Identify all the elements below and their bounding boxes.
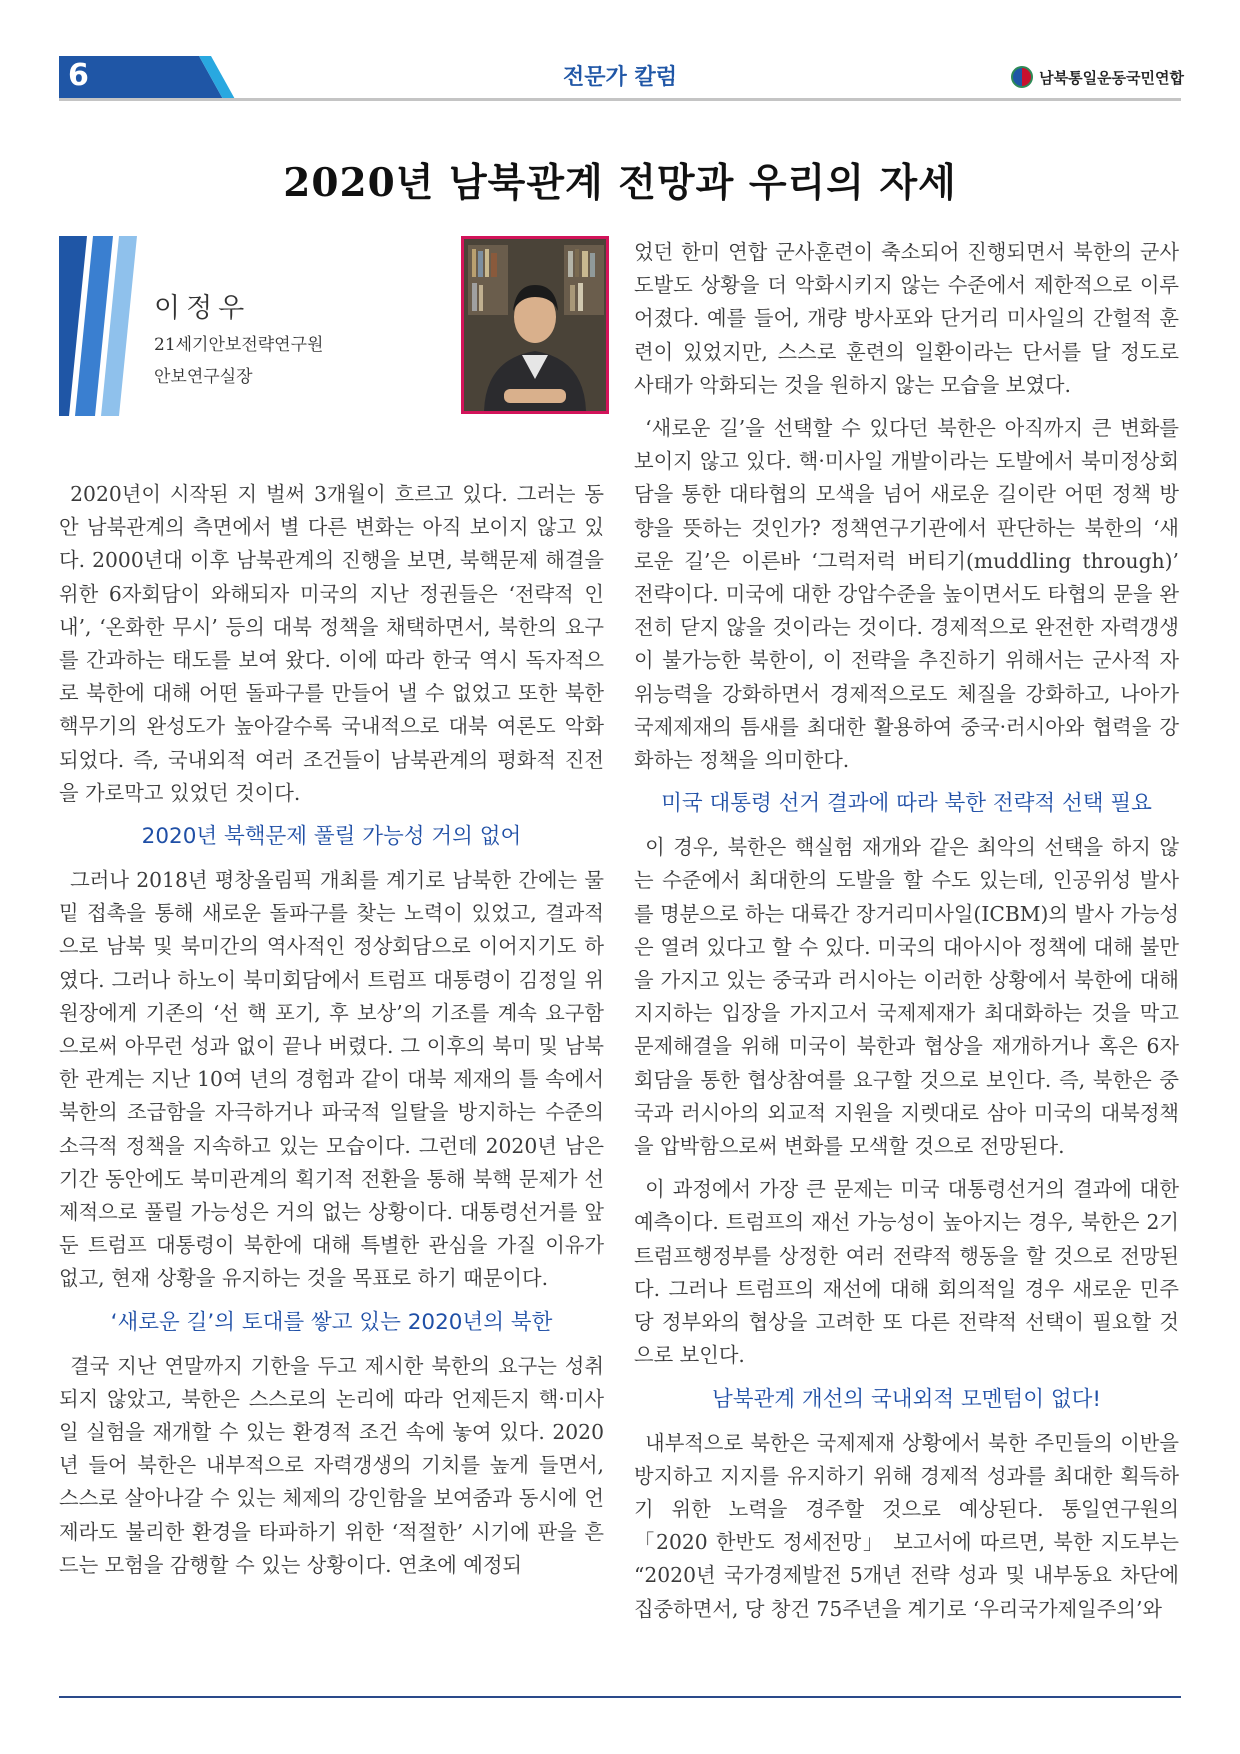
header-rule xyxy=(59,98,1181,101)
organization xyxy=(1011,66,1184,88)
paragraph: 이 과정에서 가장 큰 문제는 미국 대통령선거의 결과에 대한 예측이다. 트럼프의 재선 가능성이 높아지는 경우, 북한은 2기 트럼프행정부를 상정한 여러 전략적 행동을 할 것으로 전망된다. 그러나 트럼프의 재선에 대해 회의적일 경우 새로운 민주당 정부와의 협상을 고려한 또 다른 전략적 선택이 필요할 것으로 보인다. xyxy=(634,1177,1179,1368)
paragraph: 이 경우, 북한은 핵실험 재개와 같은 최악의 선택을 하지 않는 수준에서 최대한의 도발을 할 수도 있는데, 인공위성 발사를 명분으로 하는 대륙간 장거리미사일(ICBM)의 발사 가능성은 열려 있다고 할 수 있다. 미국의 대아시아 정책에 대해 불만을 가지고 있는 중국과 러시아는 이러한 상황에서 북한에 대해 지지하는 입장을 가지고서 국제제재가 최대화하는 것을 막고 문제해결을 위해 미국이 북한과 협상을 재개하거나 혹은 6자회담을 통한 협상참여를 요구할 것으로 보인다. 즉, 북한은 중국과 러시아의 외교적 지원을 지렛대로 삼아 미국의 대북정책을 압박함으로써 변화를 모색할 것으로 전망된다. xyxy=(634,835,1179,1159)
author-name: 이정우 xyxy=(154,293,251,324)
right-column xyxy=(634,236,1179,1636)
author-affiliation: 21세기안보전략연구원 xyxy=(154,335,324,355)
organization-name: 남북통일운동국민연합 xyxy=(1039,68,1184,87)
paragraph: 2020년이 시작된 지 벌써 3개월이 흐르고 있다. 그러는 동안 남북관계의 측면에서 별 다른 변화는 아직 보이지 않고 있다. 2000년대 이후 남북관계의 진행을 보면, 북핵문제 해결을 위한 6자회담이 와해되자 미국의 지난 정권들은 ‘전략적 인내’, ‘온화한 무시’ 등의 대북 정책을 채택하면서, 북한의 요구를 간과하는 태도를 보여 왔다. 이에 따라 한국 역시 독자적으로 북한에 대해 어떤 돌파구를 만들어 낼 수 없었고 또한 북한 핵무기의 완성도가 높아갈수록 국내적으로 대북 여론도 악화되었다. 즉, 국내외적 여러 조건들이 남북관계의 평화적 진전을 가로막고 있었던 것이다. xyxy=(59,482,604,805)
author-box xyxy=(59,236,619,416)
page-header xyxy=(0,0,1240,110)
author-position: 안보연구실장 xyxy=(154,367,253,387)
author-stripes-decoration xyxy=(59,236,159,416)
paragraph: ‘새로운 길’을 선택할 수 있다던 북한은 아직까지 큰 변화를 보이지 않고 있다. 핵·미사일 개발이라는 도발에서 북미정상회담을 통한 대타협의 모색을 넘어 새로운 길이란 어떤 정책 방향을 뜻하는 것인가? 정책연구기관에서 판단하는 북한의 ‘새로운 길’은 이른바 ‘그럭저럭 버티기(muddling through)’ 전략이다. 미국에 대한 강압수준을 높이면서도 타협의 문을 완전히 닫지 않을 것이라는 것이다. 경제적으로 완전한 자력갱생이 불가능한 북한이, 이 전략을 추진하기 위해서는 군사적 자위능력을 강화하면서 경제적으로도 체질을 강화하고, 나아가 국제제재의 틈새를 최대한 활용하여 중국·러시아와 협력을 강화하는 정책을 의미한다. xyxy=(634,416,1179,773)
footer-rule xyxy=(59,1696,1181,1698)
subheading: ‘새로운 길’의 토대를 쌓고 있는 2020년의 북한 xyxy=(110,1309,553,1335)
author-photo xyxy=(461,236,609,414)
section-label: 전문가 칼럼 xyxy=(563,65,677,90)
organization-logo-icon xyxy=(1011,66,1033,88)
subheading: 2020년 북핵문제 풀릴 가능성 거의 없어 xyxy=(141,824,522,850)
paragraph: 그러나 2018년 평창올림픽 개최를 계기로 남북한 간에는 물밑 접촉을 통해 새로운 돌파구를 찾는 노력이 있었고, 결과적으로 남북 및 북미간의 역사적인 정상회담으로 이어지기도 하였다. 그러나 하노이 북미회담에서 트럼프 대통령이 김정일 위원장에게 기존의 ‘선 핵 포기, 후 보상’의 기조를 계속 요구함으로써 아무런 성과 없이 끝나 버렸다. 그 이후의 북미 및 남북한 관계는 지난 10여 년의 경험과 같이 대북 제재의 틀 속에서 북한의 조급함을 자극하거나 파국적 일탈을 방지하는 수준의 소극적 정책을 지속하고 있는 모습이다. 그런데 2020년 남은 기간 동안에도 북미관계의 획기적 전환을 통해 북핵 문제가 선제적으로 풀릴 가능성은 거의 없는 상황이다. 대통령선거를 앞둔 트럼프 대통령이 북한에 대해 특별한 관심을 가질 이유가 없고, 현재 상황을 유지하는 것을 목표로 하기 때문이다. xyxy=(59,868,604,1291)
subheading: 미국 대통령 선거 결과에 따라 북한 전략적 선택 필요 xyxy=(661,791,1152,817)
paragraph: 었던 한미 연합 군사훈련이 축소되어 진행되면서 북한의 군사도발도 상황을 더 악화시키지 않는 수준에서 제한적으로 이루어졌다. 예를 들어, 개량 방사포와 단거리 미사일의 간헐적 훈련이 있었지만, 스스로 훈련의 일환이라는 단서를 달 정도로 사태가 악화되는 것을 원하지 않는 모습을 보였다. xyxy=(634,240,1179,397)
paragraph: 결국 지난 연말까지 기한을 두고 제시한 북한의 요구는 성취되지 않았고, 북한은 스스로의 논리에 따라 언제든지 핵·미사일 실험을 재개할 수 있는 환경적 조건 속에 놓여 있다. 2020년 들어 북한은 내부적으로 자력갱생의 기치를 높게 들면서, 스스로 살아나갈 수 있는 체제의 강인함을 보여줌과 동시에 언제라도 불리한 환경을 타파하기 위한 ‘적절한’ 시기에 판을 흔드는 모험을 감행할 수 있는 상황이다. 연초에 예정되 xyxy=(59,1353,604,1577)
page-number: 6 xyxy=(68,58,89,93)
author-portrait-image xyxy=(464,239,606,411)
left-column xyxy=(59,478,604,1592)
subheading: 남북관계 개선의 국내외적 모멘텀이 없다! xyxy=(711,1386,1102,1412)
article-title: 2020년 남북관계 전망과 우리의 자세 xyxy=(283,160,957,206)
paragraph: 내부적으로 북한은 국제제재 상황에서 북한 주민들의 이반을 방지하고 지지를 유지하기 위해 경제적 성과를 최대한 획득하기 위한 노력을 경주할 것으로 예상된다. 통일연구원의 「2020 한반도 정세전망」 보고서에 따르면, 북한 지도부는 “2020년 국가경제발전 5개년 전략 성과 및 내부동요 차단에 집중하면서, 당 창건 75주년을 계기로 ‘우리국가제일주의’와 xyxy=(634,1430,1179,1621)
